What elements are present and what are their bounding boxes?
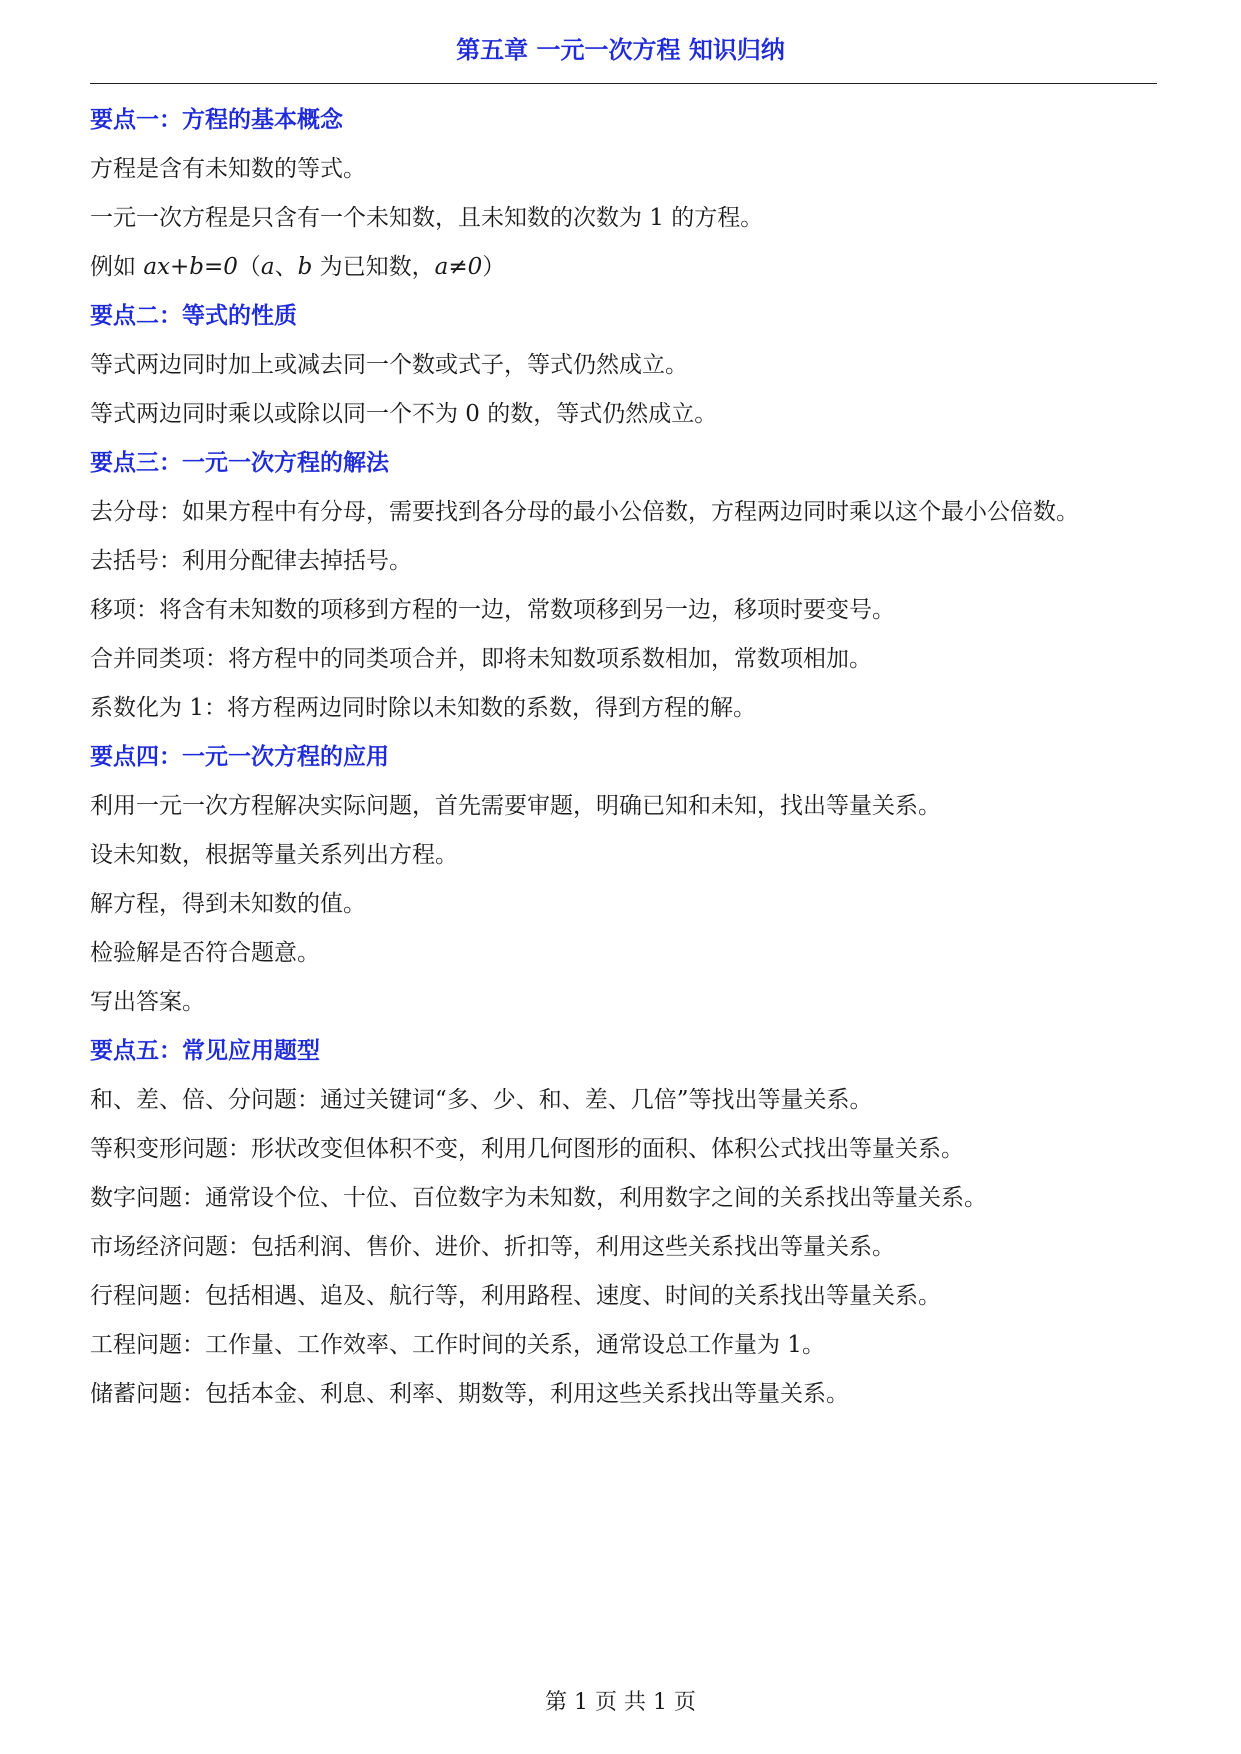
example-prefix: 例如: [90, 254, 144, 280]
paragraph: 解方程，得到未知数的值。: [90, 891, 366, 917]
paragraph: 等式两边同时乘以或除以同一个不为 0 的数，等式仍然成立。: [90, 401, 718, 427]
paragraph: 去分母：如果方程中有分母，需要找到各分母的最小公倍数，方程两边同时乘以这个最小公倍数。: [90, 499, 1079, 525]
example-open-paren: （: [237, 254, 261, 280]
paragraph: 等式两边同时加上或减去同一个数或式子，等式仍然成立。: [90, 352, 688, 378]
example-var-a: a: [260, 254, 275, 280]
page-number-footer: 第 1 页 共 1 页: [545, 1690, 696, 1715]
paragraph: 写出答案。: [90, 989, 205, 1015]
document-body: [90, 96, 1170, 1419]
header-divider: [90, 83, 1157, 84]
section-heading-5: 要点五：常见应用题型: [90, 1038, 320, 1064]
paragraph: 工程问题：工作量、工作效率、工作时间的关系，通常设总工作量为 1。: [90, 1332, 825, 1358]
paragraph: 利用一元一次方程解决实际问题，首先需要审题，明确已知和未知，找出等量关系。: [90, 793, 941, 819]
paragraph: 等积变形问题：形状改变但体积不变，利用几何图形的面积、体积公式找出等量关系。: [90, 1136, 964, 1162]
example-separator: 、: [274, 254, 298, 280]
example-var-b: b: [297, 254, 313, 280]
paragraph: 检验解是否符合题意。: [90, 940, 320, 966]
page-title: 第五章 一元一次方程 知识归纳: [456, 36, 785, 64]
example-middle: 为已知数，: [312, 254, 435, 280]
paragraph: 移项：将含有未知数的项移到方程的一边，常数项移到另一边，移项时要变号。: [90, 597, 895, 623]
paragraph: 一元一次方程是只含有一个未知数，且未知数的次数为 1 的方程。: [90, 205, 764, 231]
section-heading-1: 要点一：方程的基本概念: [90, 107, 343, 133]
paragraph: 合并同类项：将方程中的同类项合并，即将未知数项系数相加，常数项相加。: [90, 646, 872, 672]
section-heading-2: 要点二：等式的性质: [90, 303, 297, 329]
paragraph: 系数化为 1：将方程两边同时除以未知数的系数，得到方程的解。: [90, 695, 756, 721]
paragraph: 数字问题：通常设个位、十位、百位数字为未知数，利用数字之间的关系找出等量关系。: [90, 1185, 987, 1211]
paragraph: 储蓄问题：包括本金、利息、利率、期数等，利用这些关系找出等量关系。: [90, 1381, 849, 1407]
example-condition: a≠0: [434, 254, 483, 280]
section-heading-3: 要点三：一元一次方程的解法: [90, 450, 389, 476]
example-close-paren: ）: [482, 254, 506, 280]
paragraph: 设未知数，根据等量关系列出方程。: [90, 842, 458, 868]
paragraph: 和、差、倍、分问题：通过关键词“多、少、和、差、几倍”等找出等量关系。: [90, 1087, 873, 1113]
paragraph: 方程是含有未知数的等式。: [90, 156, 366, 182]
example-formula-line: [90, 243, 1170, 292]
paragraph: 行程问题：包括相遇、追及、航行等，利用路程、速度、时间的关系找出等量关系。: [90, 1283, 941, 1309]
paragraph: 市场经济问题：包括利润、售价、进价、折扣等，利用这些关系找出等量关系。: [90, 1234, 895, 1260]
section-heading-4: 要点四：一元一次方程的应用: [90, 744, 389, 770]
paragraph: 去括号：利用分配律去掉括号。: [90, 548, 412, 574]
example-formula: ax+b=0: [143, 254, 238, 280]
